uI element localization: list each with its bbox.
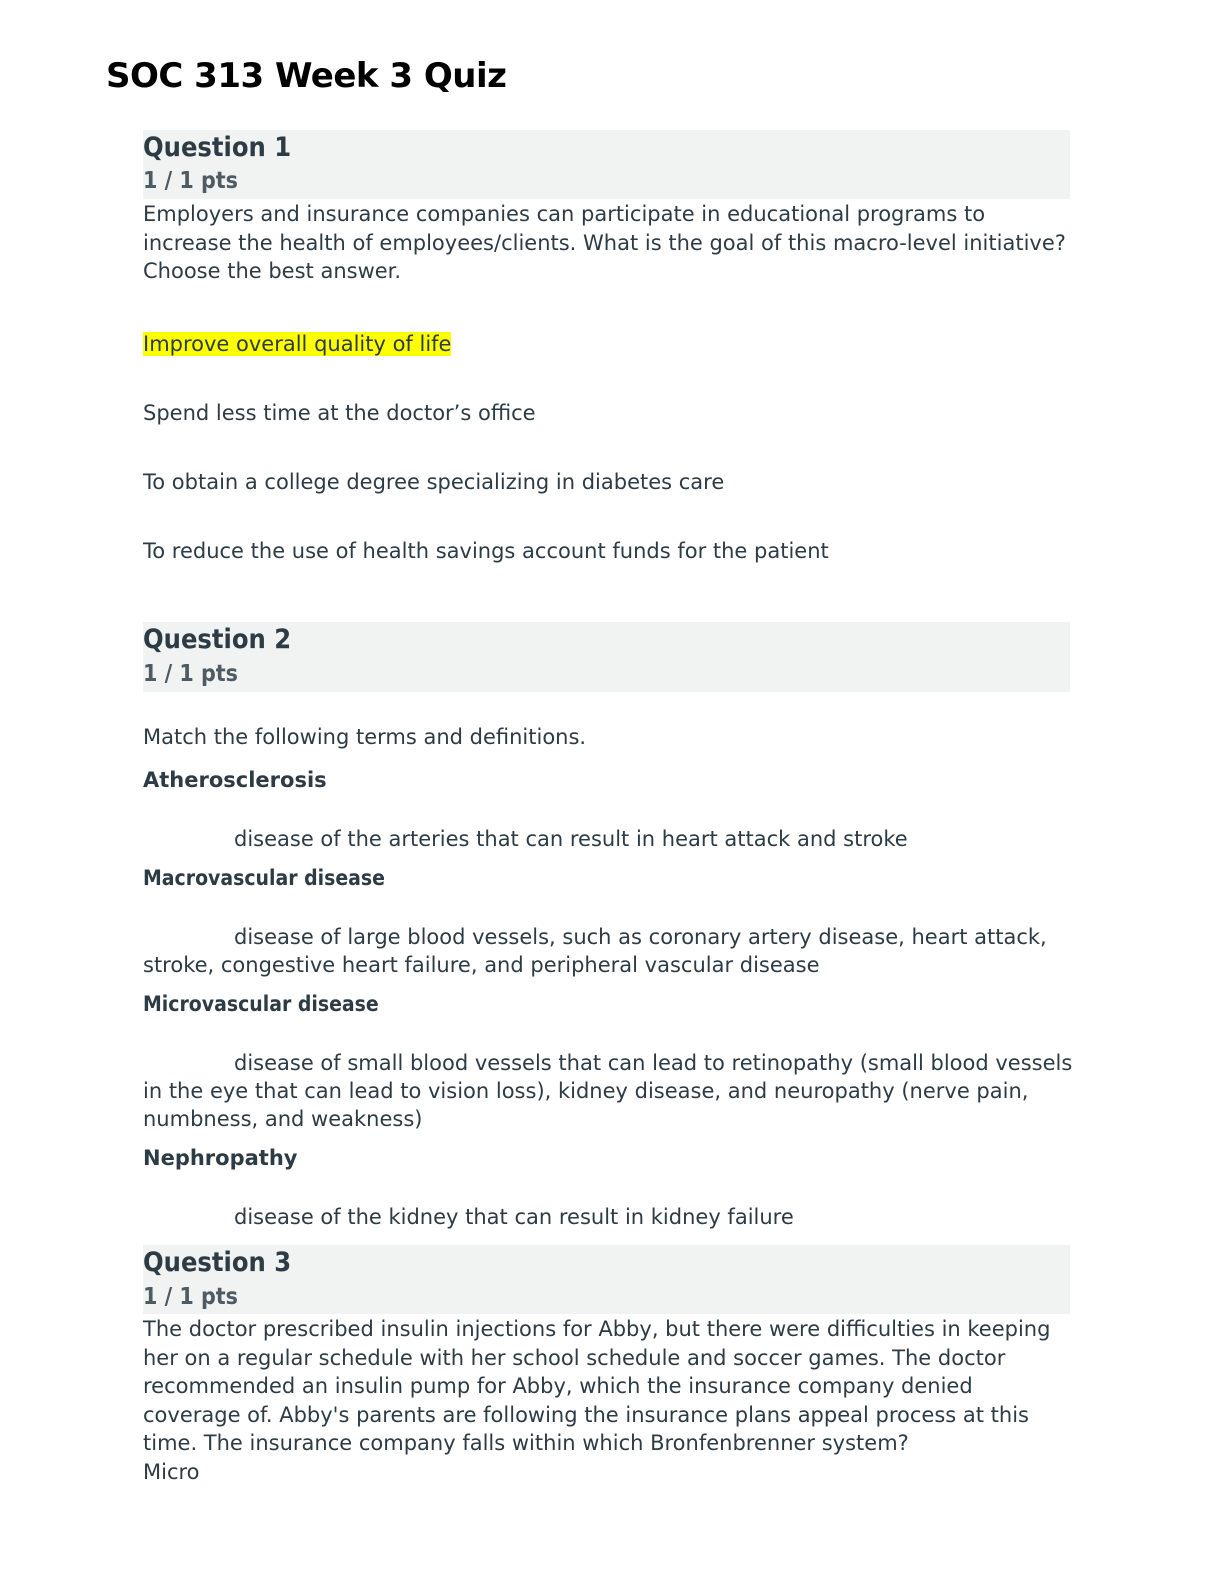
question-points: 1 / 1 pts xyxy=(143,168,238,194)
question-text: Employers and insurance companies can participate in educational programs to increase the health of employees/clients. What is the goal of this macro-level initiative? Choose the best answer. xyxy=(143,202,1066,284)
question-text: The doctor prescribed insulin injections for Abby, but there were difficulties in keeping her on a regular schedule with her school schedule and soccer games. The doctor recommended an insulin pump for Abby, which the insurance company denied coverage of. Abby's parents are following the insurance plans appeal process at this time. The insurance company falls within which Bronfenbrenner system? xyxy=(143,1317,1051,1456)
match-definition: disease of the arteries that can result in heart attack and stroke xyxy=(234,827,908,851)
question-title: Question 1 xyxy=(143,132,292,163)
answer-label: Spend less time at the doctor’s office xyxy=(143,401,536,425)
question-title: Question 2 xyxy=(143,624,292,655)
question-header xyxy=(143,130,1070,199)
match-term: Nephropathy xyxy=(143,1146,298,1170)
question-header xyxy=(143,1245,1070,1314)
answer-label: To reduce the use of health savings account funds for the patient xyxy=(143,539,829,563)
match-definition: disease of small blood vessels that can lead to retinopathy (small blood vessels in the eye that can lead to vision loss), kidney disease, and neuropathy (nerve pain, numbness, and weakness) xyxy=(143,1051,1073,1132)
match-definition: disease of the kidney that can result in kidney failure xyxy=(234,1205,794,1229)
answer-option xyxy=(143,468,724,496)
question-title: Question 3 xyxy=(143,1247,292,1278)
answer-label: Improve overall quality of life xyxy=(143,332,452,356)
match-term: Macrovascular disease xyxy=(143,866,385,890)
answer-option xyxy=(143,399,536,427)
question-points: 1 / 1 pts xyxy=(143,661,238,687)
match-definition: disease of large blood vessels, such as coronary artery disease, heart attack, stroke, congestive heart failure, and peripheral vascular disease xyxy=(143,925,1047,978)
question-points: 1 / 1 pts xyxy=(143,1284,238,1310)
match-term: Atherosclerosis xyxy=(143,768,327,792)
question-header xyxy=(143,622,1070,692)
answer-option xyxy=(143,537,829,565)
answer-option-selected xyxy=(143,330,451,358)
match-term: Microvascular disease xyxy=(143,992,379,1016)
answer-label: To obtain a college degree specializing in diabetes care xyxy=(143,470,725,494)
question-text: Match the following terms and definitions. xyxy=(143,725,587,749)
page-title: SOC 313 Week 3 Quiz xyxy=(106,56,507,96)
answer-text: Micro xyxy=(143,1460,200,1484)
